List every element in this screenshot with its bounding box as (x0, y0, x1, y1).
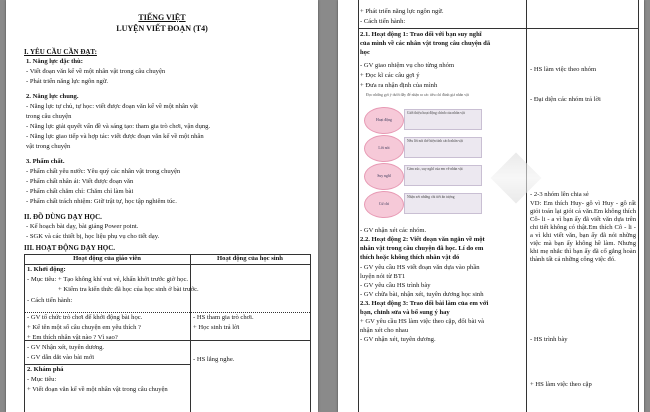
text-line: + Kiểm tra kiến thức đã học của học sinh ở bài trước. (58, 286, 199, 293)
section-heading: III. HOẠT ĐỘNG DẠY HỌC. (24, 244, 116, 252)
diagram-caption: Đọc những gợi ý dưới đây để nhận ra các tiêu chí đánh giá nhân vật (366, 93, 469, 97)
activity-heading: 2.1. Hoạt động 1: Trao đổi với bạn suy nghĩ (360, 31, 482, 38)
text-line: - GV tổ chức trò chơi để khởi động bài học. (27, 314, 143, 321)
text-line: - SGK và các thiết bị, học liệu phụ vụ cho tiết dạy. (26, 233, 160, 240)
diagram-band: Nhận xét những chi tiết ấn tượng (404, 193, 482, 214)
text-line: - Mục tiêu: (27, 376, 57, 383)
document-page-left (6, 0, 318, 412)
diagram-petal: Hoạt động (364, 107, 404, 134)
document-page-right (338, 0, 644, 412)
text-line: - GV yêu cầu HS trình bày (360, 282, 431, 289)
activity-heading: 2. Khám phá (27, 366, 64, 373)
text-line: - GV yêu cầu HS viết đoạn văn dựa vào phần (360, 264, 480, 271)
text-line: - Năng lực tự chủ, tự học: viết được đoạn văn kể về một nhân vật (26, 103, 198, 110)
table-header-teacher: Hoạt động của giáo viên (73, 255, 141, 262)
student-line: - 2-3 nhóm lên chia sẻ (530, 191, 589, 198)
text-line: - Năng lực giải quyết vấn đề và sáng tạo: tham gia trò chơi, vận dụng. (26, 123, 211, 130)
criteria-diagram (362, 93, 522, 223)
student-line: + HS làm việc theo cặp (530, 381, 592, 388)
text-line: - GV dẫn dắt vào bài mới (27, 354, 95, 361)
text-line: - GV Nhận xét, tuyên dương. (27, 344, 105, 351)
text-line: + Em thích nhân vật nào ? Vì sao? (27, 334, 118, 341)
diagram-band: Nêu lời nói thể hiện tính cách nhân vật (404, 137, 482, 158)
text-line: - Kế hoạch bài dạy, bài giảng Power point. (26, 223, 139, 230)
section-heading: I. YÊU CẦU CẦN ĐẠT: (24, 48, 97, 56)
student-example: VD: Em thích Huy- gô vì Huy - gô rất giỏi toán lại giỏi cả văn.Em không thích Cô- li - a vì bạn ấy đã viết văn dựa trên chi tiết không có thật.Em thích Cô - li - a vì khi viết văn, bạn ấy đã nói những việc mà bạn ấy không hề làm. Nhưng khi mẹ nhắc thì bạn ấy đã cố gắng hoàn thành tất cả những công việc đó. (530, 200, 636, 263)
activity-heading: của mình về các nhân vật trong câu chuyện đã (360, 40, 491, 47)
text-line: - Cách tiến hành: (360, 18, 406, 25)
text-line: - Phẩm chất nhân ái: Viết được đoạn văn (26, 178, 134, 185)
student-line: + Học sinh trả lời (193, 324, 240, 331)
diagram-petal: Cử chỉ (364, 191, 404, 218)
activity-heading: nhân vật trong câu chuyện đã học. Lí do em (360, 245, 484, 252)
student-line: - HS tham gia trò chơi. (193, 314, 254, 321)
text-line: + Đọc kĩ các câu gợi ý (360, 72, 420, 79)
text-line: - Cách tiến hành: (27, 297, 73, 304)
sub-heading: 3. Phẩm chất. (26, 158, 65, 165)
activity-heading: học (360, 49, 370, 56)
activity-heading: 2.2. Hoạt động 2: Viết đoạn văn ngắn về một (360, 236, 485, 243)
text-line: luyện nói từ BT1 (360, 273, 406, 280)
text-line: - Năng lực giao tiếp và hợp tác: viết được đoạn văn kể về một nhân (26, 133, 204, 140)
activity-heading: 1. Khởi động: (27, 266, 66, 273)
text-line: - GV giao nhiệm vụ cho từng nhóm (360, 62, 455, 69)
diagram-petal: Lời nói (364, 135, 404, 162)
text-line: + GV yêu cầu HS làm việc theo cặp, đổi bài và (360, 318, 485, 325)
diagram-band: Giới thiệu hoạt động chính của nhân vật (404, 109, 482, 130)
student-line: - Đại diện các nhóm trả lời (530, 96, 601, 103)
activity-heading: 2.3. Hoạt động 3: Trao đổi bài làm của em với (360, 300, 489, 307)
text-line: - Phẩm chất trách nhiệm: Giữ trật tự, học tập nghiêm túc. (26, 198, 177, 205)
text-line: - Mục tiêu: + Tạo không khí vui vẻ, khấn khởi trước giờ học. (27, 276, 189, 283)
text-line: - Viết đoạn văn kể về một nhân vật trong câu chuyện (26, 68, 166, 75)
diagram-band: Cảm xúc, suy nghĩ của em về nhân vật (404, 165, 482, 186)
subject-title: TIẾNG VIỆT (138, 13, 186, 22)
sub-heading: 2. Năng lực chung. (26, 93, 79, 100)
text-line: trong câu chuyện (26, 113, 72, 120)
student-line: - HS trình bày (530, 336, 568, 343)
activity-heading: bạn, chỉnh sửa và bổ sung ý hay (360, 309, 450, 316)
student-line: - HS lắng nghe. (193, 356, 235, 363)
text-line: + Đưa ra nhận định của mình (360, 82, 438, 89)
text-line: + Viết đoạn văn kể về một nhân vật trong câu chuyện (27, 386, 168, 393)
section-heading: II. ĐỒ DÙNG DẠY HỌC. (24, 213, 102, 221)
table-header-student: Hoạt động của học sinh (217, 255, 283, 262)
text-line: - Phát triển năng lực ngôn ngữ. (26, 78, 109, 85)
text-line: + Phát triển năng lực ngôn ngữ. (360, 8, 444, 15)
text-line: - GV chữa bài, nhận xét, tuyên dương học sinh (360, 291, 484, 298)
text-line: - Phẩm chất chăm chỉ: Chăm chỉ làm bài (26, 188, 134, 195)
text-line: nhận xét cho nhau (360, 327, 409, 334)
text-line: - Phẩm chất yêu nước: Yêu quý các nhân vật trong chuyện (26, 168, 181, 175)
text-line: + Kể tên một số câu chuyện em yêu thích ? (27, 324, 141, 331)
text-line: - GV nhận xét các nhóm. (360, 227, 427, 234)
sub-heading: 1. Năng lực đặc thù: (26, 58, 83, 65)
diagram-petal: Suy nghĩ (364, 163, 404, 190)
text-line: - GV nhận xét, tuyên dương. (360, 336, 436, 343)
activity-heading: thích hoặc không thích nhân vật đó (360, 254, 460, 261)
lesson-title: LUYỆN VIẾT ĐOẠN (T4) (116, 24, 208, 33)
student-line: - HS làm việc theo nhóm (530, 66, 597, 73)
text-line: vật trong chuyện (26, 143, 71, 150)
